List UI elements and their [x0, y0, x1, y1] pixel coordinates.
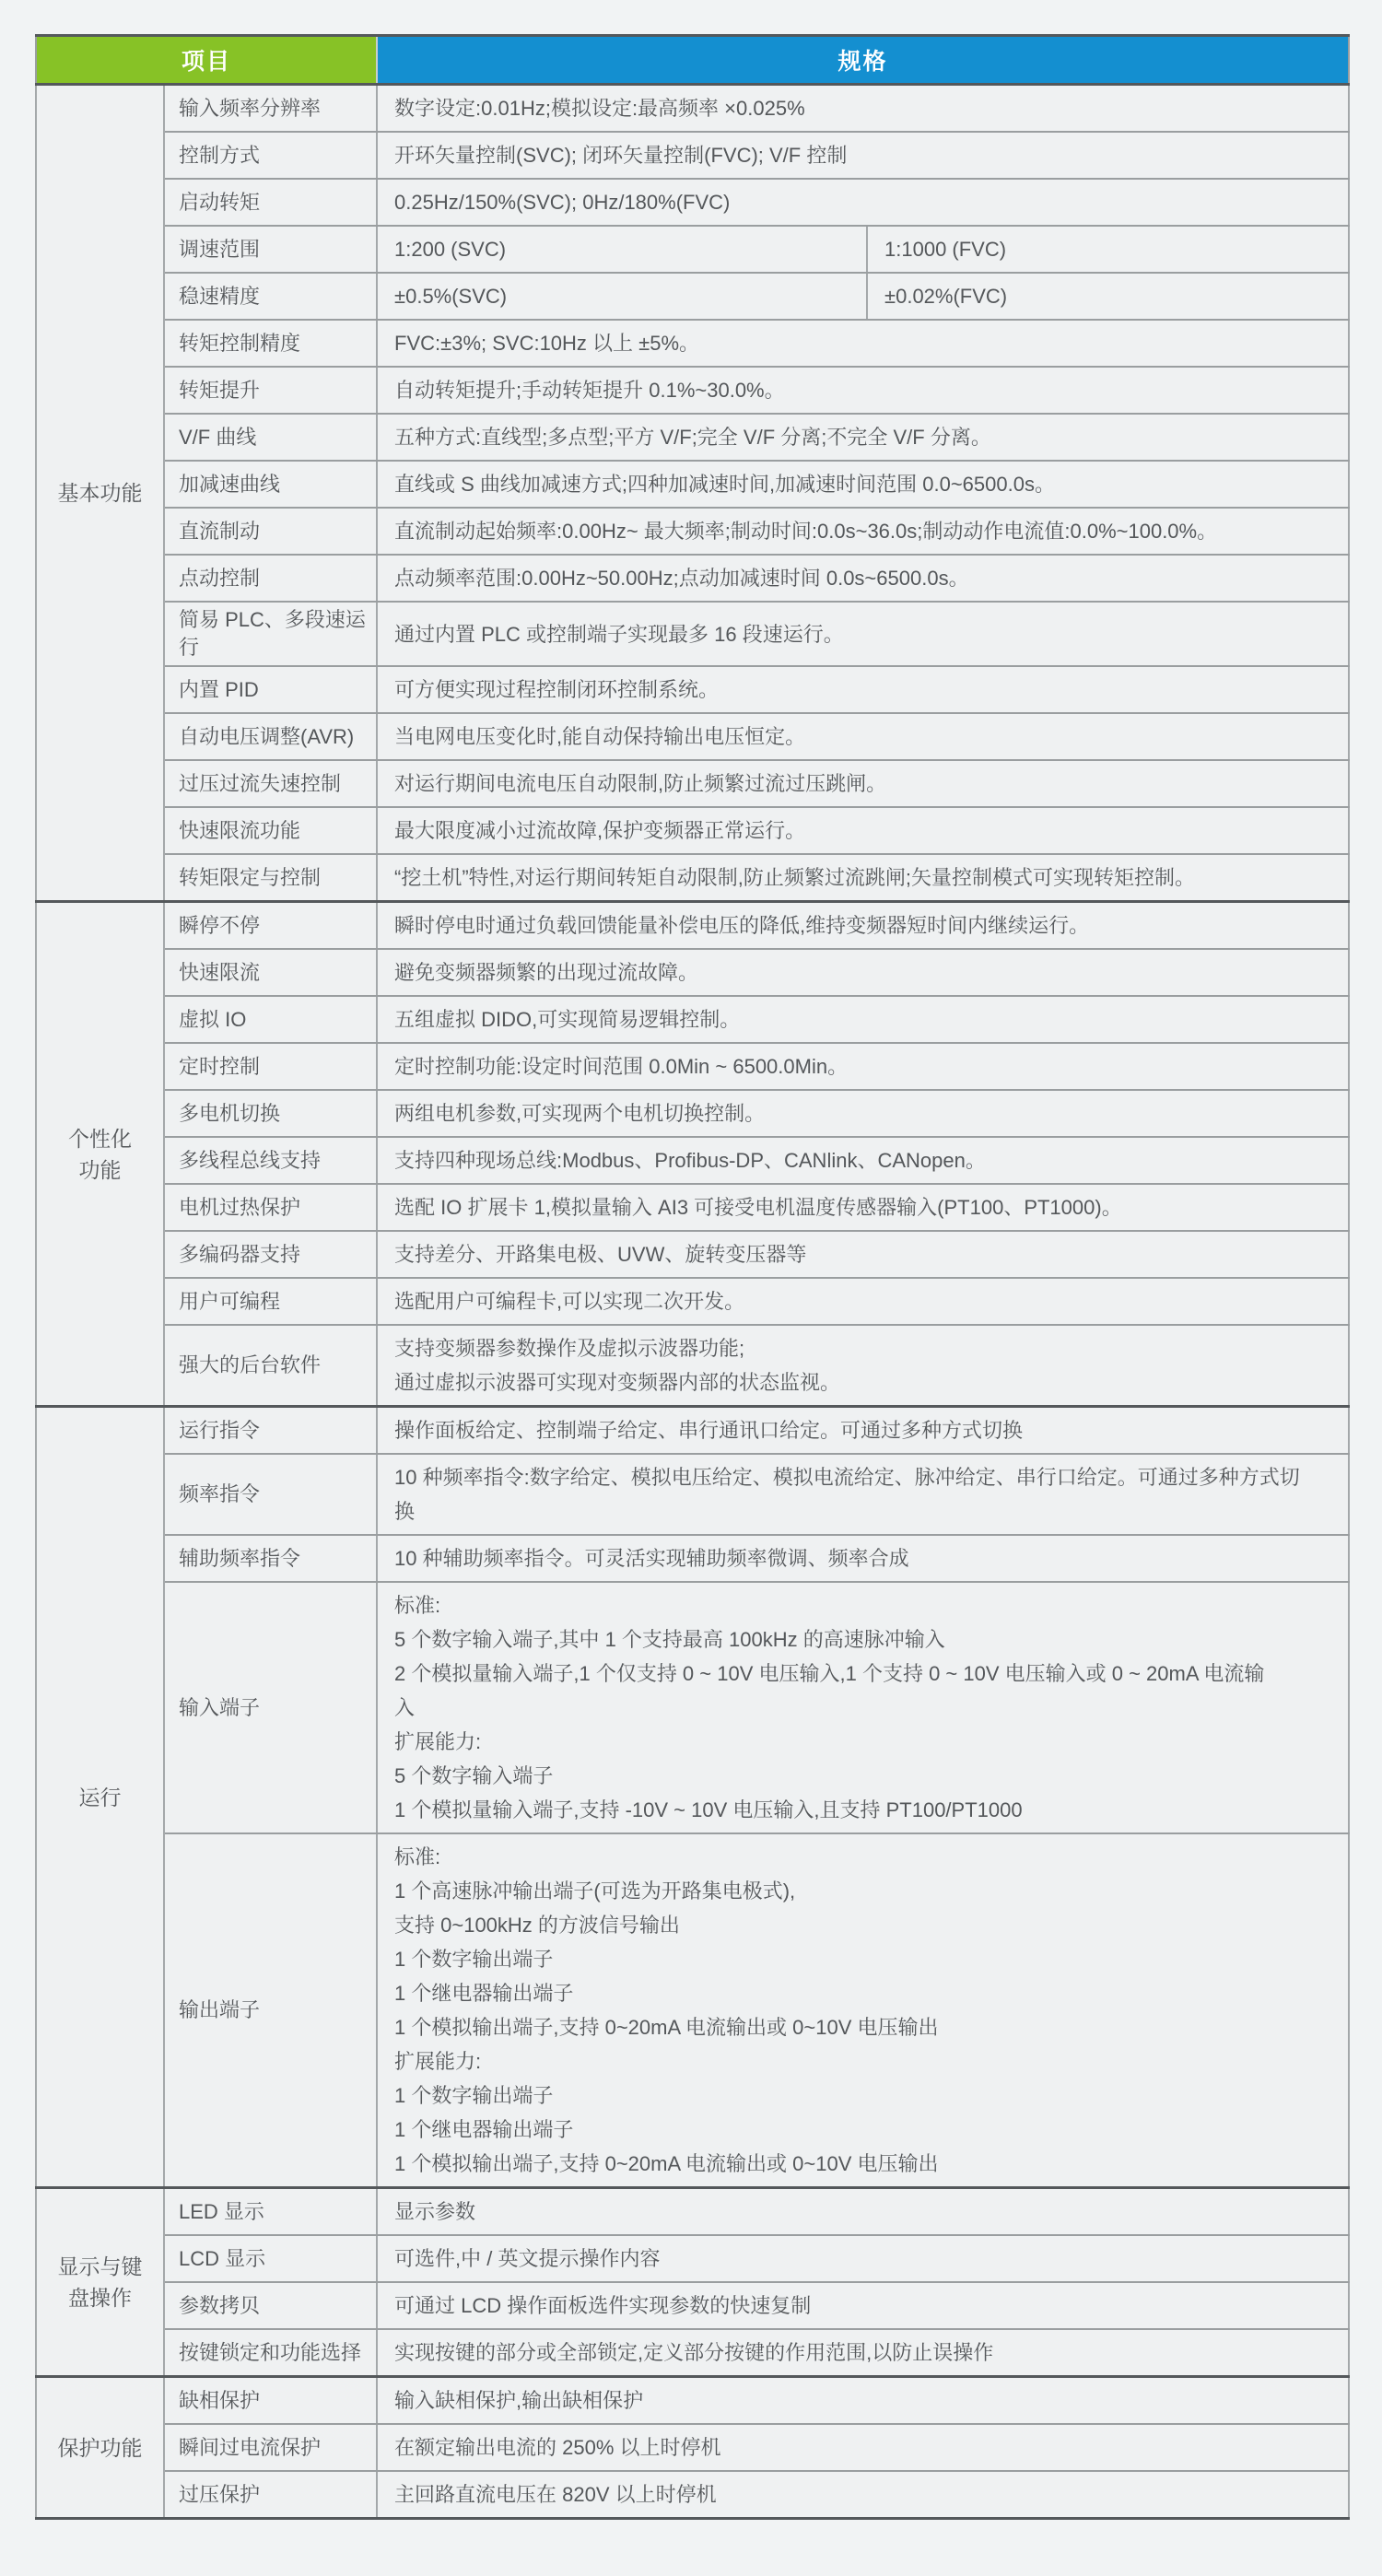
spec-line: 标准:: [394, 1594, 441, 1617]
spec-value: [377, 949, 1349, 996]
spec-value: [377, 179, 1349, 226]
spec-line: 数字设定:0.01Hz;模拟设定:最高频率 ×0.025%: [394, 97, 805, 120]
spec-row: [36, 1325, 1349, 1407]
spec-line: 避免变频器频繁的出现过流故障。: [394, 961, 699, 984]
item-label: 频率指令: [164, 1454, 377, 1535]
spec-value: [377, 1454, 1349, 1535]
spec-row: [36, 461, 1349, 508]
spec-value: [377, 367, 1349, 414]
item-label: 内置 PID: [164, 666, 377, 713]
group-label-line: 运行: [78, 1785, 122, 1809]
spec-value: [377, 1582, 1349, 1833]
spec-value: [377, 807, 1349, 854]
item-label: 加减速曲线: [164, 461, 377, 508]
spec-line: 支持四种现场总线:Modbus、Profibus-DP、CANlink、CANopen。: [394, 1149, 986, 1172]
item-label: 快速限流功能: [164, 807, 377, 854]
spec-line: 自动转矩提升;手动转矩提升 0.1%~30.0%。: [394, 379, 785, 402]
item-label: 转矩控制精度: [164, 320, 377, 367]
spec-value: [377, 1535, 1349, 1582]
item-label: 缺相保护: [164, 2377, 377, 2425]
spec-row: [36, 273, 1349, 320]
item-label: 简易 PLC、多段速运行: [164, 602, 377, 666]
spec-row: [36, 713, 1349, 760]
spec-value: [377, 273, 867, 320]
group-label: [36, 902, 164, 1407]
spec-row: [36, 555, 1349, 602]
spec-row: [36, 1090, 1349, 1137]
item-label: 瞬间过电流保护: [164, 2424, 377, 2471]
spec-line: 直线或 S 曲线加减速方式;四种加减速时间,加减速时间范围 0.0~6500.0s。: [394, 473, 1055, 496]
spec-value: [377, 1833, 1349, 2188]
spec-value: [377, 226, 867, 273]
item-label: 转矩限定与控制: [164, 854, 377, 902]
spec-value: [377, 666, 1349, 713]
item-label: 输入端子: [164, 1582, 377, 1833]
spec-row: [36, 2377, 1349, 2425]
item-label: 多电机切换: [164, 1090, 377, 1137]
item-label: 过压保护: [164, 2471, 377, 2519]
spec-line: 1 个数字输出端子: [394, 2084, 554, 2107]
spec-value: [377, 1137, 1349, 1184]
spec-line: 5 个数字输入端子,其中 1 个支持最高 100kHz 的高速脉冲输入: [394, 1628, 945, 1651]
spec-line: 支持变频器参数操作及虚拟示波器功能;: [394, 1337, 745, 1360]
spec-line: 5 个数字输入端子: [394, 1764, 554, 1787]
group-label-line: 个性化: [68, 1126, 132, 1151]
spec-row: [36, 226, 1349, 273]
spec-line: 当电网电压变化时,能自动保持输出电压恒定。: [394, 725, 806, 748]
spec-line: 0.25Hz/150%(SVC); 0Hz/180%(FVC): [394, 191, 731, 214]
spec-line: 支持差分、开路集电极、UVW、旋转变压器等: [394, 1243, 807, 1266]
spec-row: [36, 854, 1349, 902]
item-label: 用户可编程: [164, 1278, 377, 1325]
spec-row: [36, 602, 1349, 666]
spec-line: 主回路直流电压在 820V 以上时停机: [394, 2483, 717, 2506]
spec-value: [377, 2471, 1349, 2519]
spec-line: 实现按键的部分或全部锁定,定义部分按键的作用范围,以防止误操作: [394, 2341, 994, 2364]
group-label: [36, 85, 164, 902]
spec-value: [377, 902, 1349, 950]
item-label: 启动转矩: [164, 179, 377, 226]
spec-value: [377, 320, 1349, 367]
spec-row: [36, 2235, 1349, 2282]
spec-row: [36, 666, 1349, 713]
spec-value: [377, 461, 1349, 508]
item-label: 电机过热保护: [164, 1184, 377, 1231]
spec-value: [377, 132, 1349, 179]
spec-line: 1 个数字输出端子: [394, 1948, 554, 1971]
item-label: 控制方式: [164, 132, 377, 179]
spec-value: [377, 1325, 1349, 1407]
spec-line: 显示参数: [394, 2200, 476, 2223]
spec-row: [36, 414, 1349, 461]
spec-line: 支持 0~100kHz 的方波信号输出: [394, 1914, 680, 1937]
item-label: 点动控制: [164, 555, 377, 602]
spec-row: [36, 2471, 1349, 2519]
spec-line: 2 个模拟量输入端子,1 个仅支持 0 ~ 10V 电压输入,1 个支持 0 ~ 10V 电压输入或 0 ~ 20mA 电流输: [394, 1662, 1265, 1685]
spec-value: [377, 713, 1349, 760]
spec-value: [377, 2282, 1349, 2329]
spec-value: [377, 2188, 1349, 2236]
spec-line: 操作面板给定、控制端子给定、串行通讯口给定。可通过多种方式切换: [394, 1419, 1024, 1442]
spec-value: [377, 2235, 1349, 2282]
group-label-line: 显示与键: [57, 2254, 143, 2278]
item-label: 快速限流: [164, 949, 377, 996]
spec-value: [377, 1184, 1349, 1231]
spec-line: 1 个模拟输出端子,支持 0~20mA 电流输出或 0~10V 电压输出: [394, 2152, 939, 2175]
item-label: 输入频率分辨率: [164, 85, 377, 133]
spec-line: 扩展能力:: [394, 2050, 482, 2073]
spec-line: ±0.02%(FVC): [884, 285, 1008, 308]
spec-line: 可方便实现过程控制闭环控制系统。: [394, 678, 720, 701]
item-label: 多线程总线支持: [164, 1137, 377, 1184]
spec-line: 瞬时停电时通过负载回馈能量补偿电压的降低,维持变频器短时间内继续运行。: [394, 914, 1090, 937]
spec-row: [36, 1535, 1349, 1582]
spec-value: [377, 996, 1349, 1043]
spec-row: [36, 1278, 1349, 1325]
spec-value: [377, 1407, 1349, 1455]
spec-line: 1 个模拟输出端子,支持 0~20mA 电流输出或 0~10V 电压输出: [394, 2016, 939, 2039]
spec-value: [377, 2424, 1349, 2471]
spec-line: 点动频率范围:0.00Hz~50.00Hz;点动加减速时间 0.0s~6500.0s。: [394, 567, 969, 590]
item-label: 强大的后台软件: [164, 1325, 377, 1407]
spec-line: 换: [394, 1500, 416, 1523]
spec-value: [377, 760, 1349, 807]
spec-line: 1 个高速脉冲输出端子(可选为开路集电极式),: [394, 1879, 796, 1903]
spec-line: 在额定输出电流的 250% 以上时停机: [394, 2436, 721, 2459]
item-label: 输出端子: [164, 1833, 377, 2188]
column-header-spec: 规格: [377, 36, 1349, 85]
spec-value: [377, 1043, 1349, 1090]
spec-line: 入: [394, 1696, 416, 1719]
spec-table: [35, 34, 1350, 2520]
item-label: LED 显示: [164, 2188, 377, 2236]
spec-line: 五种方式:直线型;多点型;平方 V/F;完全 V/F 分离;不完全 V/F 分离。: [394, 426, 991, 449]
spec-line: 10 种频率指令:数字给定、模拟电压给定、模拟电流给定、脉冲给定、串行口给定。可通过多种方式切: [394, 1466, 1300, 1489]
spec-row: [36, 1137, 1349, 1184]
spec-value: [377, 854, 1349, 902]
item-label: 稳速精度: [164, 273, 377, 320]
spec-line: 通过内置 PLC 或控制端子实现最多 16 段速运行。: [394, 622, 844, 646]
spec-table-header: [36, 36, 1349, 85]
spec-line: 选配用户可编程卡,可以实现二次开发。: [394, 1290, 745, 1313]
item-label: LCD 显示: [164, 2235, 377, 2282]
spec-line: 开环矢量控制(SVC); 闭环矢量控制(FVC); V/F 控制: [394, 144, 848, 167]
spec-row: [36, 2329, 1349, 2377]
item-label: 参数拷贝: [164, 2282, 377, 2329]
spec-row: [36, 2424, 1349, 2471]
spec-row: [36, 179, 1349, 226]
spec-row: [36, 367, 1349, 414]
spec-row: [36, 1407, 1349, 1455]
group-label: [36, 2188, 164, 2377]
spec-value: [377, 2377, 1349, 2425]
group-label-line: 盘操作: [68, 2286, 132, 2310]
spec-line: 1:1000 (FVC): [884, 238, 1007, 261]
group-label-line: 保护功能: [57, 2435, 143, 2460]
spec-line: 对运行期间电流电压自动限制,防止频繁过流过压跳闸。: [394, 772, 887, 795]
spec-line: 可选件,中 / 英文提示操作内容: [394, 2247, 661, 2270]
item-label: 过压过流失速控制: [164, 760, 377, 807]
group-label: [36, 1407, 164, 2188]
spec-line: 两组电机参数,可实现两个电机切换控制。: [394, 1102, 766, 1125]
spec-line: “挖土机”特性,对运行期间转矩自动限制,防止频繁过流跳闸;矢量控制模式可实现转矩控制。: [394, 866, 1196, 889]
spec-row: [36, 807, 1349, 854]
spec-line: 10 种辅助频率指令。可灵活实现辅助频率微调、频率合成: [394, 1547, 909, 1570]
spec-row: [36, 902, 1349, 950]
spec-value: [377, 2329, 1349, 2377]
spec-line: 1:200 (SVC): [394, 238, 507, 261]
spec-row: [36, 2282, 1349, 2329]
spec-value: [377, 508, 1349, 555]
item-label: 调速范围: [164, 226, 377, 273]
item-label: 虚拟 IO: [164, 996, 377, 1043]
group-label-line: 功能: [78, 1157, 122, 1182]
spec-row: [36, 1833, 1349, 2188]
spec-row: [36, 320, 1349, 367]
spec-row: [36, 85, 1349, 133]
spec-line: 输入缺相保护,输出缺相保护: [394, 2389, 644, 2412]
item-label: 按键锁定和功能选择: [164, 2329, 377, 2377]
spec-line: 最大限度减小过流故障,保护变频器正常运行。: [394, 819, 806, 842]
item-label: V/F 曲线: [164, 414, 377, 461]
spec-row: [36, 1582, 1349, 1833]
spec-value: [377, 1231, 1349, 1278]
item-label: 瞬停不停: [164, 902, 377, 950]
spec-value: [377, 555, 1349, 602]
item-label: 直流制动: [164, 508, 377, 555]
item-label: 转矩提升: [164, 367, 377, 414]
group-label-line: 基本功能: [57, 481, 143, 505]
spec-line: 1 个继电器输出端子: [394, 2118, 574, 2141]
spec-line: 1 个模拟量输入端子,支持 -10V ~ 10V 电压输入,且支持 PT100/PT1000: [394, 1798, 1023, 1821]
spec-line: 定时控制功能:设定时间范围 0.0Min ~ 6500.0Min。: [394, 1055, 849, 1078]
spec-value: [377, 602, 1349, 666]
spec-table-body: [36, 85, 1349, 2519]
spec-value: [867, 226, 1349, 273]
item-label: 自动电压调整(AVR): [164, 713, 377, 760]
spec-row: [36, 1043, 1349, 1090]
spec-value: [867, 273, 1349, 320]
item-label: 定时控制: [164, 1043, 377, 1090]
spec-row: [36, 508, 1349, 555]
spec-row: [36, 1184, 1349, 1231]
spec-line: 五组虚拟 DIDO,可实现简易逻辑控制。: [394, 1008, 741, 1031]
group-label: [36, 2377, 164, 2519]
spec-line: 选配 IO 扩展卡 1,模拟量输入 AI3 可接受电机温度传感器输入(PT100、PT1000)。: [394, 1196, 1122, 1219]
spec-line: 直流制动起始频率:0.00Hz~ 最大频率;制动时间:0.0s~36.0s;制动动作电流值:0.0%~100.0%。: [394, 520, 1218, 543]
spec-value: [377, 414, 1349, 461]
spec-row: [36, 996, 1349, 1043]
item-label: 辅助频率指令: [164, 1535, 377, 1582]
spec-row: [36, 2188, 1349, 2236]
spec-line: 通过虚拟示波器可实现对变频器内部的状态监视。: [394, 1371, 841, 1394]
spec-line: 扩展能力:: [394, 1730, 482, 1753]
spec-value: [377, 85, 1349, 133]
spec-row: [36, 760, 1349, 807]
item-label: 多编码器支持: [164, 1231, 377, 1278]
spec-value: [377, 1090, 1349, 1137]
spec-row: [36, 132, 1349, 179]
spec-line: FVC:±3%; SVC:10Hz 以上 ±5%。: [394, 332, 700, 355]
spec-row: [36, 1231, 1349, 1278]
column-header-items: 项目: [36, 36, 377, 85]
spec-line: 标准:: [394, 1845, 441, 1868]
spec-value: [377, 1278, 1349, 1325]
item-label: 运行指令: [164, 1407, 377, 1455]
spec-line: 可通过 LCD 操作面板选件实现参数的快速复制: [394, 2294, 812, 2317]
spec-line: ±0.5%(SVC): [394, 285, 508, 308]
spec-row: [36, 949, 1349, 996]
spec-row: [36, 1454, 1349, 1535]
spec-line: 1 个继电器输出端子: [394, 1982, 574, 2005]
